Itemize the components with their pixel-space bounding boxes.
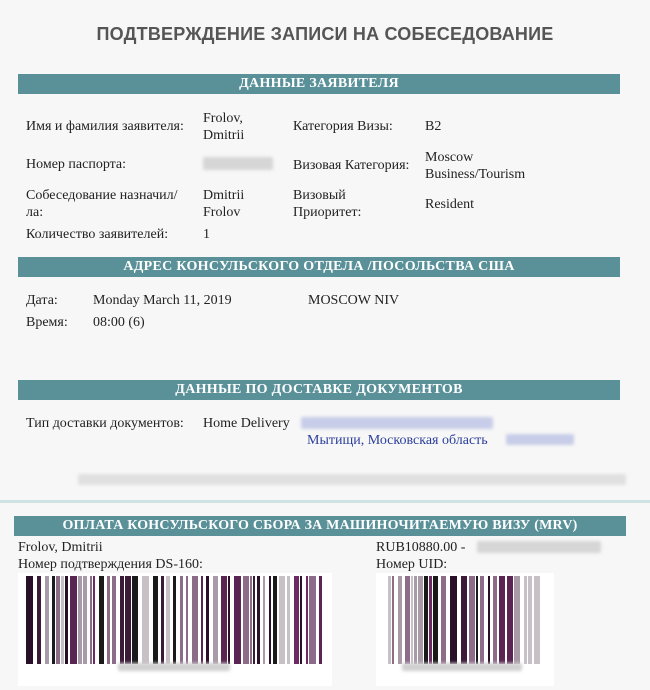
barcode-bar: [429, 576, 432, 664]
scheduled-by-value-line2: Frolov: [203, 205, 241, 220]
barcode-bar: [450, 576, 457, 664]
applicant-count-value: 1: [203, 227, 210, 242]
barcode-bar: [180, 576, 183, 664]
barcode-bar: [213, 576, 218, 664]
barcode-bar: [250, 576, 252, 664]
barcode-bar: [70, 576, 77, 664]
barcode-bar: [78, 576, 82, 664]
visa-class-value-line1: Moscow: [425, 150, 474, 165]
delivery-address-redacted[interactable]: [301, 417, 493, 429]
barcode-bar: [294, 576, 299, 664]
scheduled-by-label-line1: Собеседование назначил/: [26, 188, 178, 203]
barcode-bar: [398, 576, 402, 664]
payment-amount: RUB10880.00 -: [376, 540, 466, 555]
delivery-type-label: Тип доставки документов:: [26, 416, 184, 431]
barcode-bar: [488, 576, 490, 664]
visa-class-value-line2: Business/Tourism: [425, 167, 526, 182]
barcode-bar: [514, 576, 520, 664]
barcode-bar: [125, 576, 131, 664]
barcode-bar: [461, 576, 467, 664]
delivery-postcode-redacted[interactable]: [506, 434, 574, 445]
barcode-bar: [493, 576, 497, 664]
visa-class-label: Визовая Категория:: [293, 158, 410, 173]
barcode-bar: [392, 576, 394, 664]
barcode-bar: [499, 576, 505, 664]
barcode-bar: [319, 576, 322, 664]
priority-value: Resident: [425, 197, 474, 212]
uid-barcode-box: [376, 573, 554, 686]
barcode-bar: [263, 576, 265, 664]
priority-label-line2: Приоритет:: [293, 205, 362, 220]
barcode-bar: [418, 576, 423, 664]
barcode-bar: [107, 576, 110, 664]
barcode-bar: [528, 576, 532, 664]
barcode-bar: [90, 576, 92, 664]
barcode-bar: [480, 576, 484, 664]
consulate-section-header: АДРЕС КОНСУЛЬСКОГО ОТДЕЛА /ПОСОЛЬСТВА США: [18, 257, 620, 277]
scheduled-by-value-line1: Dmitrii: [203, 188, 245, 203]
time-value: 08:00 (6): [93, 315, 145, 330]
ds160-label: Номер подтверждения DS-160:: [18, 557, 203, 572]
redacted-note-line: [78, 474, 626, 485]
barcode-bar: [269, 576, 271, 664]
barcode-bar: [132, 576, 138, 664]
applicant-name-label: Имя и фамилия заявителя:: [26, 119, 184, 134]
visa-category-value: B2: [425, 119, 442, 134]
payment-section-header: ОПЛАТА КОНСУЛЬСКОГО СБОРА ЗА МАШИНОЧИТАЕМУЮ ВИЗУ (MRV): [14, 516, 626, 536]
barcode-bar: [228, 576, 230, 664]
barcode-bar: [221, 576, 227, 664]
barcode-bar: [26, 576, 33, 664]
barcode-bar: [234, 576, 241, 664]
ds160-barcode-box: [18, 573, 332, 686]
barcode-bar: [112, 576, 116, 664]
barcode-bar: [243, 576, 249, 664]
barcode-bar: [45, 576, 49, 664]
barcode-bar: [279, 576, 285, 664]
barcode-bar: [153, 576, 158, 664]
barcode-bar: [186, 576, 188, 664]
visa-category-label: Категория Визы:: [293, 119, 393, 134]
barcode-bar: [273, 576, 277, 664]
priority-label-line1: Визовый: [293, 188, 346, 203]
barcode-bar: [414, 576, 417, 664]
barcode-bar: [173, 576, 176, 664]
barcode-bar: [257, 576, 260, 664]
barcode-bar: [534, 576, 540, 664]
ds160-number-redacted: [118, 663, 230, 671]
passport-label: Номер паспорта:: [26, 157, 127, 172]
barcode-bar: [201, 576, 203, 664]
barcode-bar: [192, 576, 198, 664]
barcode-bar: [142, 576, 149, 664]
applicant-name-value-line2: Dmitrii: [203, 128, 245, 143]
barcode-bar: [161, 576, 164, 664]
barcode-bar: [120, 576, 124, 664]
barcode-bar: [253, 576, 255, 664]
barcode-bar: [65, 576, 68, 664]
barcode-bar: [424, 576, 428, 664]
barcode-bar: [61, 576, 64, 664]
barcode-bar: [99, 576, 104, 664]
barcode-bar: [388, 576, 391, 664]
passport-value-redacted: [203, 157, 273, 170]
payment-receipt-redacted: [477, 541, 601, 553]
applicant-count-label: Количество заявителей:: [26, 227, 169, 242]
barcode-bar: [52, 576, 55, 664]
consulate-location: MOSCOW NIV: [308, 293, 400, 308]
barcode-bar: [206, 576, 209, 664]
barcode-bar: [83, 576, 87, 664]
uid-barcode: [388, 576, 548, 664]
delivery-city-link[interactable]: Мытищи, Московская область: [307, 433, 488, 448]
section-divider: [0, 500, 650, 503]
barcode-bar: [300, 576, 302, 664]
ds160-barcode: [26, 576, 324, 664]
barcode-bar: [166, 576, 170, 664]
applicant-name-value-line1: Frolov,: [203, 111, 243, 126]
time-label: Время:: [26, 315, 68, 330]
barcode-bar: [93, 576, 95, 664]
date-label: Дата:: [26, 293, 58, 308]
barcode-bar: [441, 576, 446, 664]
scheduled-by-label-line2: ла:: [26, 205, 44, 220]
barcode-bar: [306, 576, 308, 664]
barcode-bar: [37, 576, 41, 664]
delivery-type-value: Home Delivery: [203, 416, 290, 431]
page-title: ПОДТВЕРЖДЕНИЕ ЗАПИСИ НА СОБЕСЕДОВАНИЕ: [96, 24, 554, 44]
date-value: Monday March 11, 2019: [93, 293, 232, 308]
uid-label: Номер UID:: [376, 557, 448, 572]
barcode-bar: [469, 576, 475, 664]
applicant-section-header: ДАННЫЕ ЗАЯВИТЕЛЯ: [18, 74, 620, 94]
barcode-bar: [56, 576, 60, 664]
barcode-bar: [524, 576, 527, 664]
barcode-bar: [287, 576, 290, 664]
uid-number-redacted: [402, 663, 522, 671]
barcode-bar: [476, 576, 478, 664]
barcode-bar: [309, 576, 316, 664]
barcode-bar: [433, 576, 438, 664]
barcode-bar: [405, 576, 410, 664]
payer-name: Frolov, Dmitrii: [18, 540, 103, 555]
delivery-section-header: ДАННЫЕ ПО ДОСТАВКЕ ДОКУМЕНТОВ: [18, 380, 620, 400]
barcode-bar: [507, 576, 513, 664]
barcode-bar: [411, 576, 413, 664]
